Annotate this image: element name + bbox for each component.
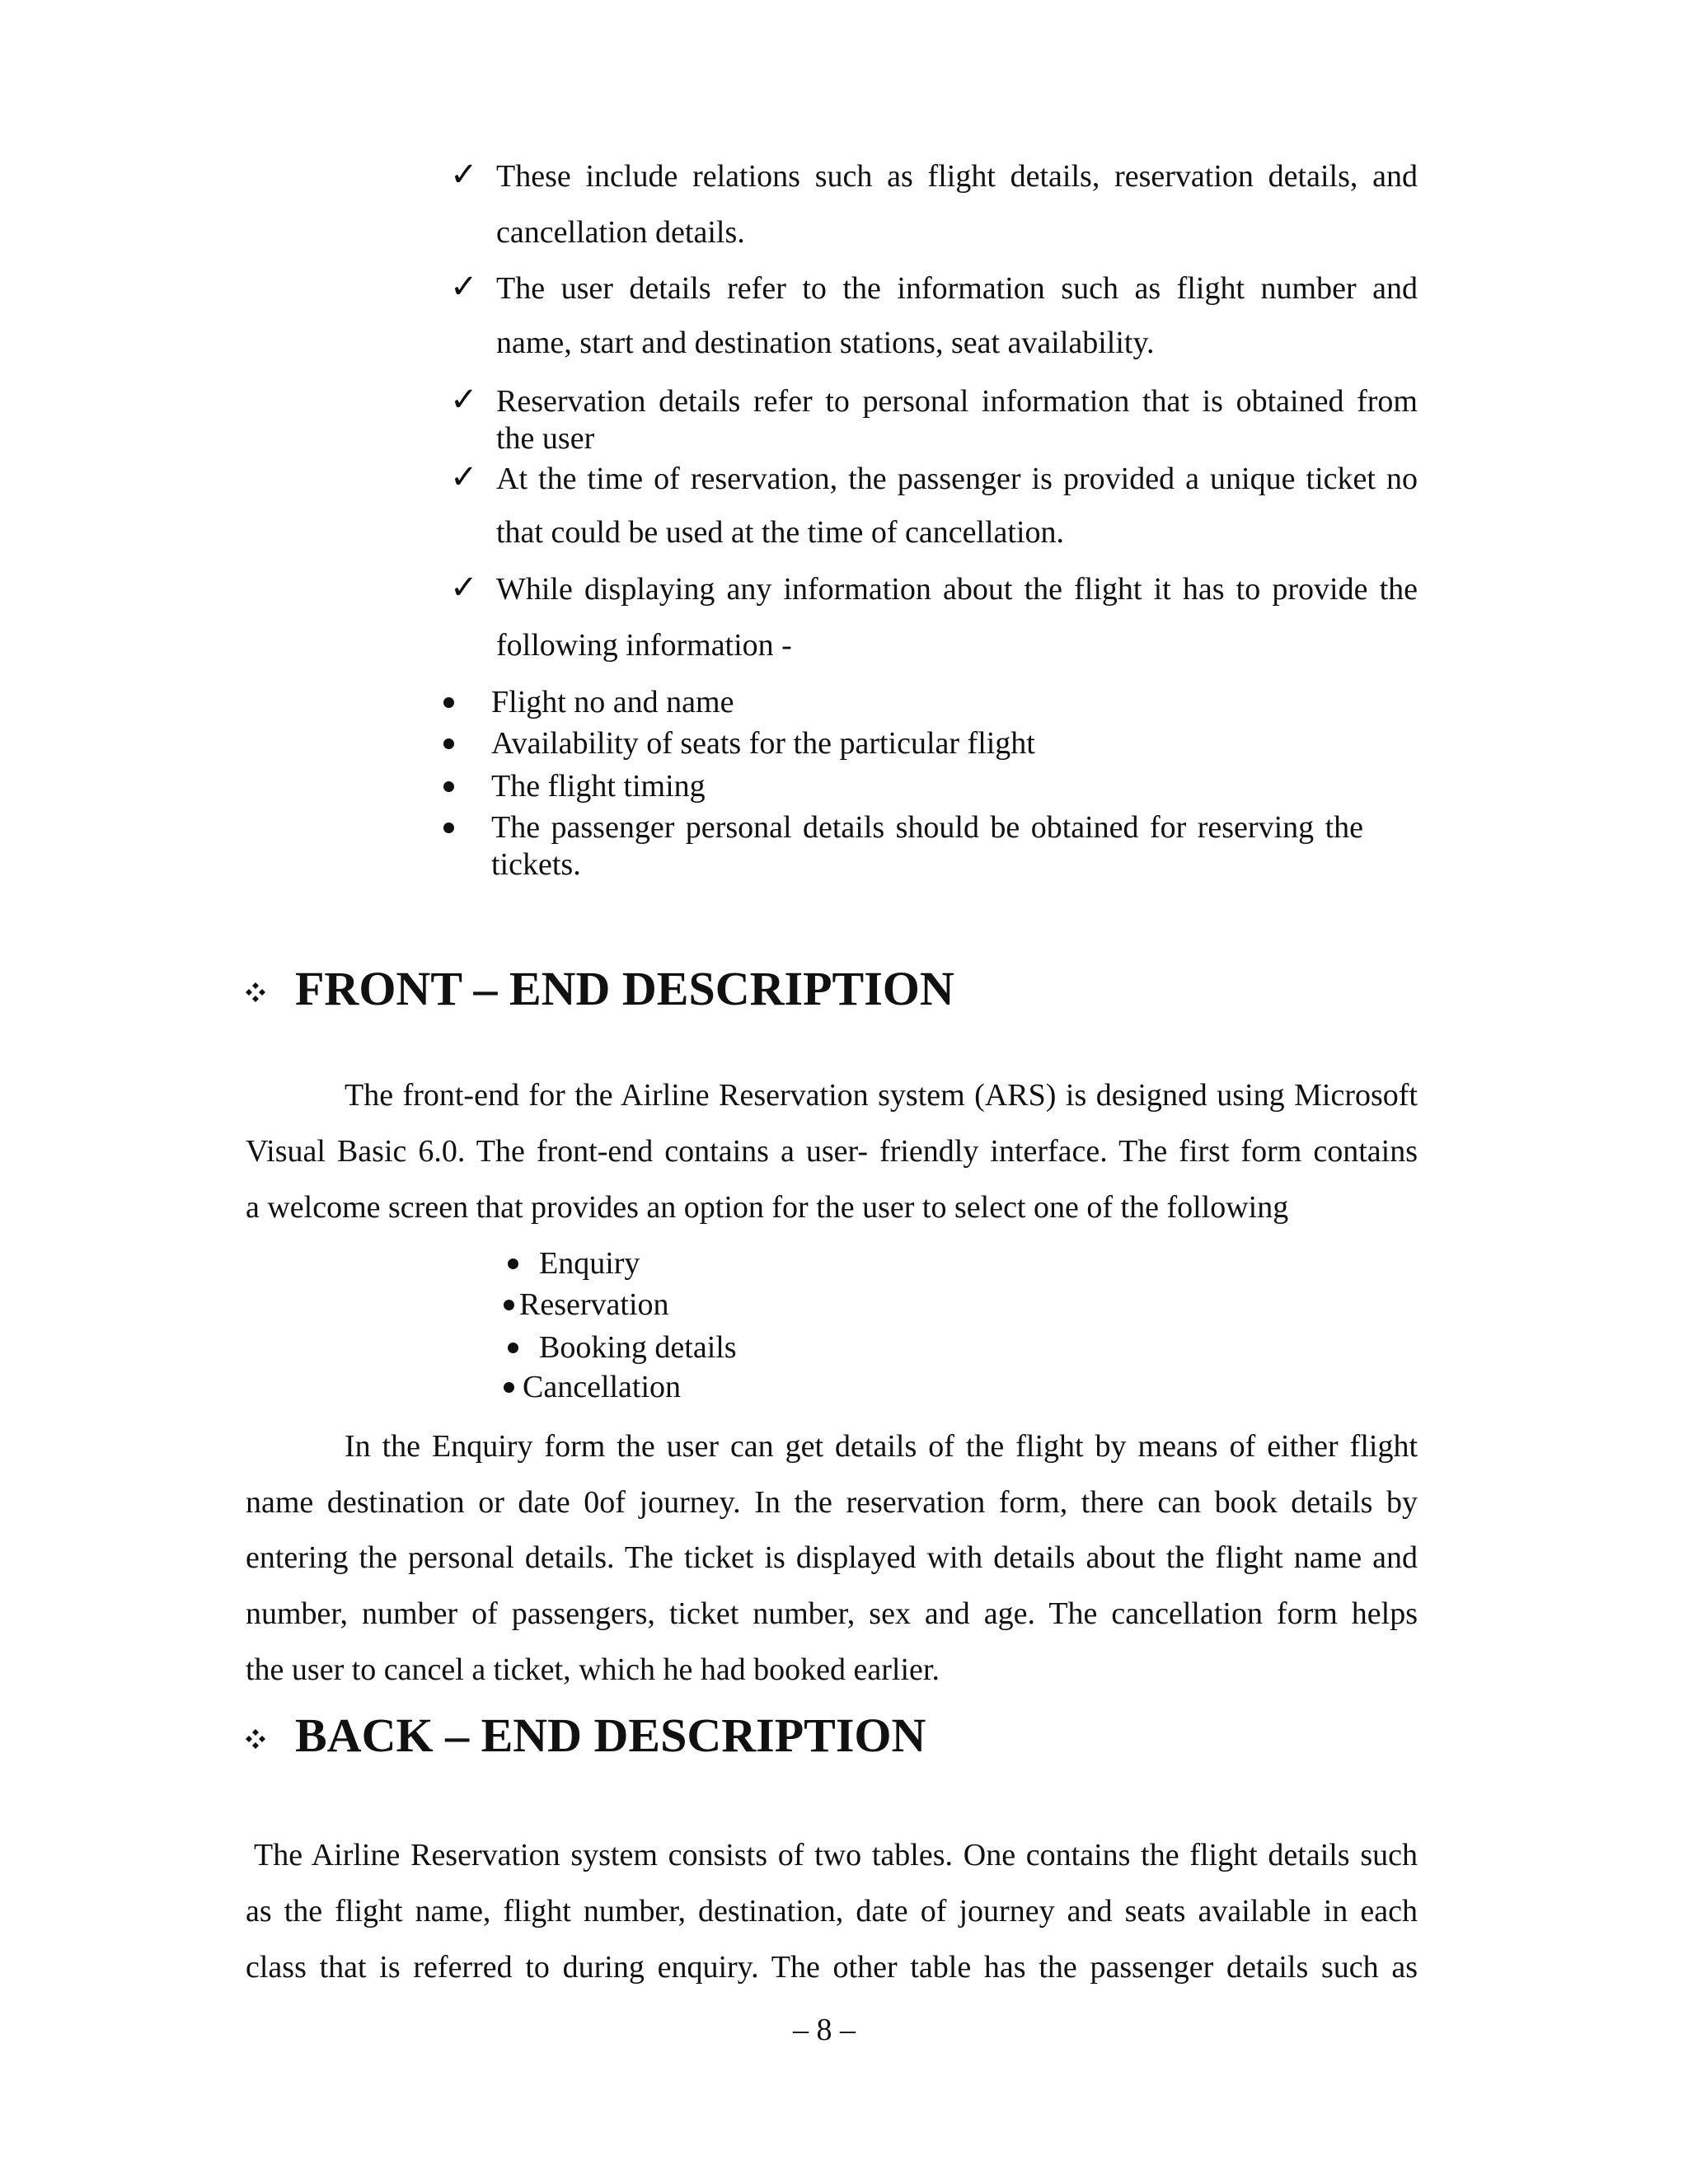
check-mark-icon: ✓ xyxy=(450,569,478,607)
bullet-dot-icon xyxy=(504,1382,514,1393)
front-end-intro-line-3: a welcome screen that provides an option for the user to select one of the following xyxy=(246,1190,1289,1225)
front-end-body-line-1: In the Enquiry form the user can get details of the flight by means of either flight xyxy=(345,1429,1418,1464)
bullet-dot-icon xyxy=(443,738,454,749)
info-bullet-1: Flight no and name xyxy=(491,685,734,719)
checklist-item-2-line-2: name, start and destination stations, seat availability. xyxy=(496,326,1155,360)
checklist-item-4-line-2: that could be used at the time of cancellation. xyxy=(496,515,1065,550)
back-end-body-line-2: as the flight name, flight number, destination, date of journey and seats available in each xyxy=(246,1894,1418,1929)
back-end-heading: BACK – END DESCRIPTION xyxy=(295,1708,926,1762)
back-end-body-line-1: The Airline Reservation system consists of two tables. One contains the flight details such xyxy=(254,1838,1418,1872)
front-end-intro-line-1: The front-end for the Airline Reservation system (ARS) is designed using Microsoft xyxy=(345,1078,1418,1113)
info-bullet-4: The passenger personal details should be obtained for reserving the xyxy=(491,810,1363,845)
bullet-dot-icon xyxy=(504,1300,514,1310)
option-reservation: Reservation xyxy=(519,1287,669,1322)
checklist-item-3-line-2: the user xyxy=(496,421,595,456)
front-end-heading: FRONT – END DESCRIPTION xyxy=(295,962,954,1015)
info-bullet-4-continuation: tickets. xyxy=(491,847,581,882)
checklist-item-3-line-1: Reservation details refer to personal information that is obtained from xyxy=(496,384,1418,419)
option-enquiry: Enquiry xyxy=(539,1246,640,1281)
checklist-item-5-line-2: following information - xyxy=(496,628,792,663)
front-end-intro-line-2: Visual Basic 6.0. The front-end contains a user- friendly interface. The first form contains xyxy=(246,1134,1418,1169)
front-end-body-line-4: number, number of passengers, ticket number, sex and age. The cancellation form helps xyxy=(246,1596,1418,1631)
front-end-body-line-3: entering the personal details. The ticket is displayed with details about the flight name and xyxy=(246,1540,1418,1575)
checklist-item-4-line-1: At the time of reservation, the passenger is provided a unique ticket no xyxy=(496,462,1418,496)
checklist-item-1-line-1: These include relations such as flight details, reservation details, and xyxy=(496,159,1418,194)
page-number: – 8 – xyxy=(793,2013,856,2047)
check-mark-icon: ✓ xyxy=(450,156,478,194)
checklist-item-2-line-1: The user details refer to the information such as flight number and xyxy=(496,271,1418,306)
four-diamond-icon xyxy=(246,982,265,1002)
checklist-item-5-line-1: While displaying any information about the flight it has to provide the xyxy=(496,572,1418,607)
bullet-dot-icon xyxy=(508,1258,518,1269)
option-cancellation: Cancellation xyxy=(523,1370,682,1404)
check-mark-icon: ✓ xyxy=(450,268,478,306)
bullet-dot-icon xyxy=(443,823,454,833)
info-bullet-2: Availability of seats for the particular flight xyxy=(491,726,1035,761)
four-diamond-icon xyxy=(246,1729,265,1749)
bullet-dot-icon xyxy=(443,697,454,708)
info-bullet-3: The flight timing xyxy=(491,769,706,804)
front-end-body-line-2: name destination or date 0of journey. In the reservation form, there can book details by xyxy=(246,1485,1418,1520)
front-end-body-line-5: the user to cancel a ticket, which he had booked earlier. xyxy=(246,1652,940,1687)
back-end-body-line-3: class that is referred to during enquiry. The other table has the passenger details such as xyxy=(246,1950,1418,1985)
option-booking-details: Booking details xyxy=(539,1330,737,1365)
bullet-dot-icon xyxy=(443,781,454,792)
bullet-dot-icon xyxy=(508,1343,518,1353)
check-mark-icon: ✓ xyxy=(450,381,478,419)
checklist-item-1-line-2: cancellation details. xyxy=(496,215,745,250)
check-mark-icon: ✓ xyxy=(450,458,478,496)
